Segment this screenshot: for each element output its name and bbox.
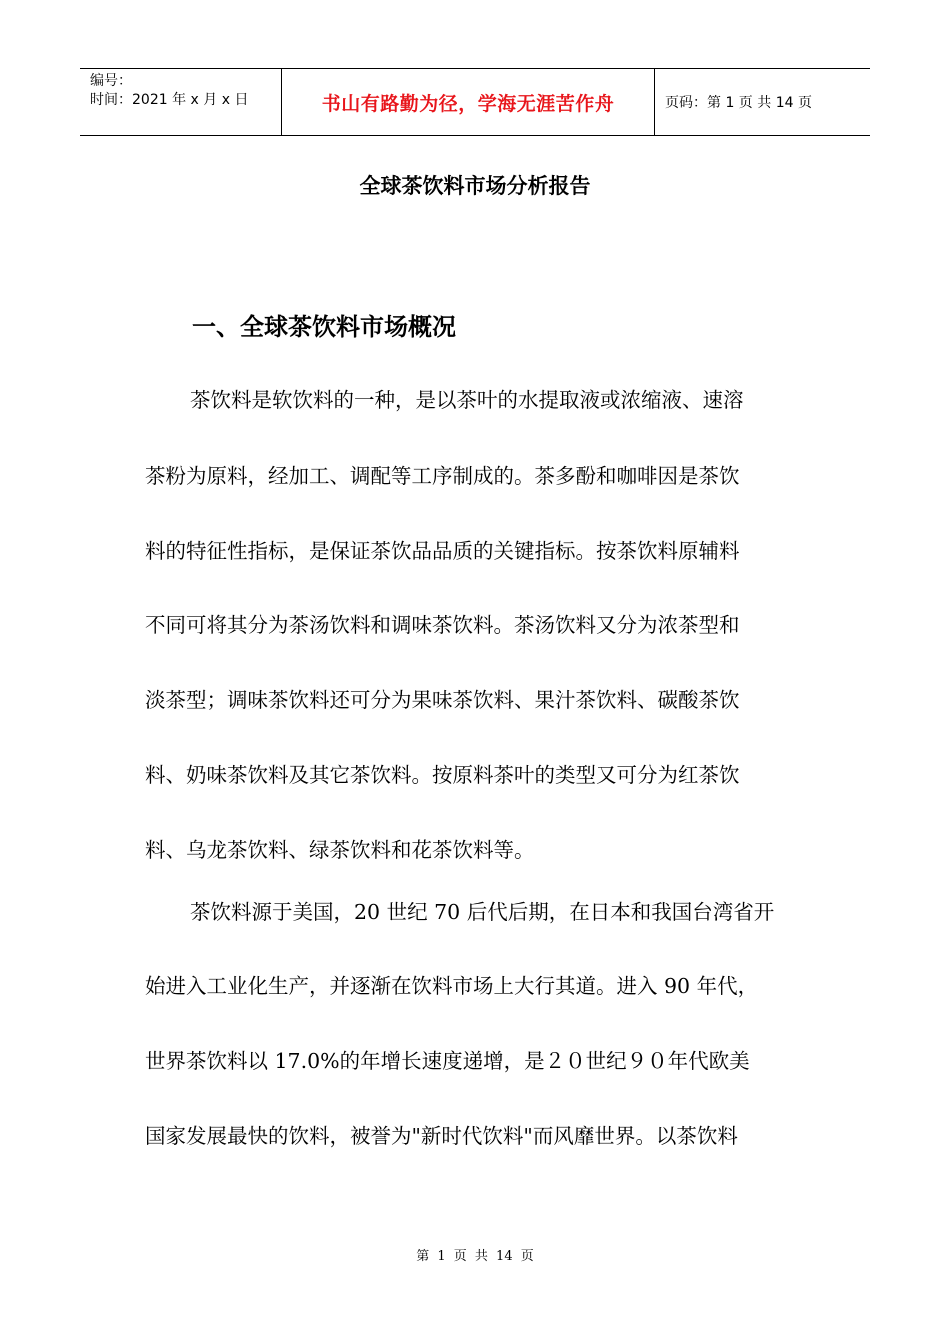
paragraph-line: 料的特征性指标，是保证茶饮品品质的关键指标。按茶饮料原辅料 [145,539,740,563]
paragraph-line: 始进入工业化生产，并逐渐在饮料市场上大行其道。进入 90 年代， [145,974,759,998]
section-heading: 一、全球茶饮料市场概况 [192,313,456,341]
header-motto-cell [282,69,655,135]
paragraph-line: 茶粉为原料，经加工、调配等工序制成的。茶多酚和咖啡因是茶饮 [145,464,740,488]
paragraph-line: 淡茶型；调味茶饮料还可分为果味茶饮料、果汁茶饮料、碳酸茶饮 [145,688,740,712]
page-info: 页码：第 1 页 共 14 页 [665,95,812,111]
date-line: 时间：2021 年 x 月 x 日 [90,92,249,108]
serial-number-label: 编号： [90,73,132,89]
paragraph-line: 不同可将其分为茶汤饮料和调味茶饮料。茶汤饮料又分为浓茶型和 [145,613,740,637]
paragraph-line: 料、奶味茶饮料及其它茶饮料。按原料茶叶的类型又可分为红茶饮 [145,763,740,787]
document-header [80,68,870,136]
paragraph-line: 茶饮料源于美国，20 世纪 70 后代后期，在日本和我国台湾省开 [190,900,775,924]
page-footer: 第 1 页 共 14 页 [416,1249,534,1264]
motto-text: 书山有路勤为径，学海无涯苦作舟 [321,92,615,115]
header-page-cell [655,69,870,135]
paragraph-line: 料、乌龙茶饮料、绿茶饮料和花茶饮料等。 [145,838,535,862]
paragraph-line: 世界茶饮料以 17.0%的年增长速度递增，是２０世纪９０年代欧美 [145,1049,750,1073]
paragraph-line: 茶饮料是软饮料的一种，是以茶叶的水提取液或浓缩液、速溶 [190,388,744,412]
document-title: 全球茶饮料市场分析报告 [359,174,591,198]
paragraph-line: 国家发展最快的饮料，被誉为"新时代饮料"而风靡世界。以茶饮料 [145,1124,738,1148]
header-meta-cell [80,69,282,135]
